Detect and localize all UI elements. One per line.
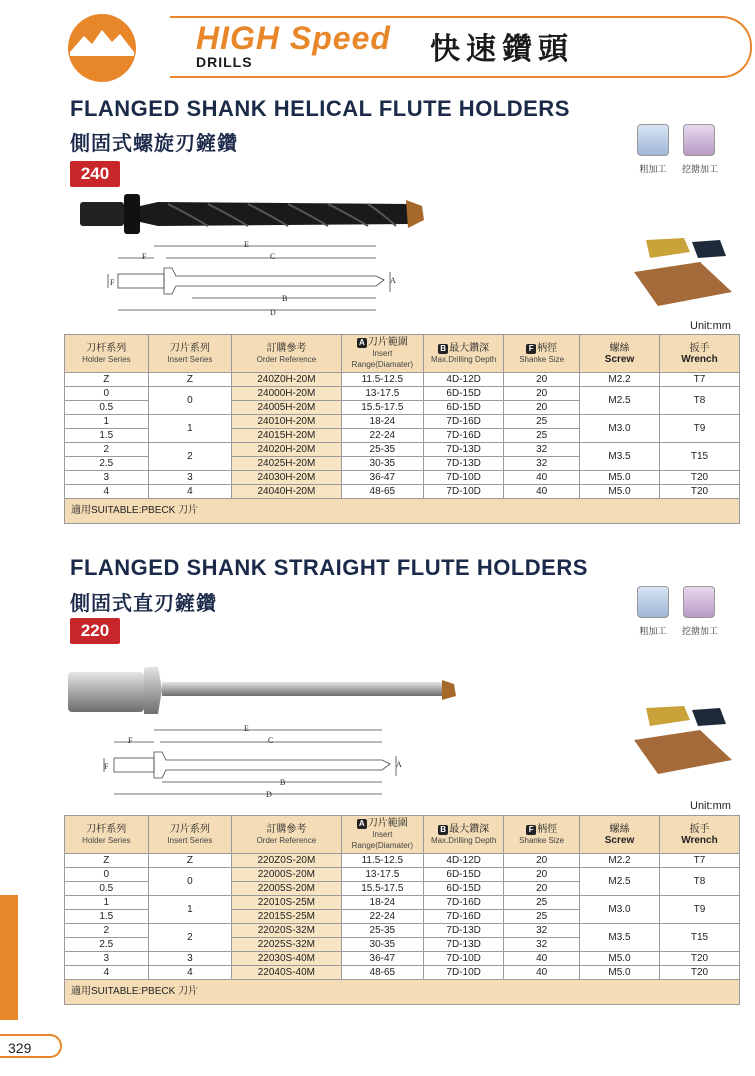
cell-wrench: T9: [659, 415, 739, 443]
cell-order-ref: 22010S-25M: [232, 896, 341, 910]
table-header-row: [65, 816, 740, 854]
cell-depth: 6D-15D: [424, 387, 504, 401]
col-label-cn: 刀片系列: [169, 342, 210, 354]
boring-item: [682, 124, 719, 175]
cell-depth: 7D-13D: [424, 924, 504, 938]
cell-holder: 3: [65, 952, 149, 966]
cell-order-ref: 220Z0S-20M: [232, 854, 341, 868]
col-label-en: Shanke Size: [519, 354, 565, 364]
cell-shank: 32: [504, 443, 580, 457]
col-label-en: Screw: [604, 834, 635, 846]
cell-shank: 32: [504, 924, 580, 938]
section2-unit: Unit:mm: [690, 800, 731, 812]
dim-label-e: E: [244, 240, 249, 249]
cell-shank: 25: [504, 910, 580, 924]
cell-insert: 3: [148, 471, 232, 485]
cell-order-ref: 22000S-20M: [232, 868, 341, 882]
cell-insert: Z: [148, 373, 232, 387]
cell-range: 36-47: [341, 471, 424, 485]
cell-insert: 1: [148, 896, 232, 924]
cell-order-ref: 22040S-40M: [232, 966, 341, 980]
cell-holder: Z: [65, 373, 149, 387]
cell-screw: M3.5: [580, 924, 660, 952]
cell-insert: 2: [148, 924, 232, 952]
cell-range: 48-65: [341, 966, 424, 980]
cell-shank: 20: [504, 387, 580, 401]
col-holder-series: [65, 335, 149, 373]
boring-icon: [683, 586, 715, 618]
cell-shank: 25: [504, 415, 580, 429]
cell-range: 30-35: [341, 457, 424, 471]
col-label-cn: 刀杆系列: [86, 823, 127, 835]
col-label-en: Max.Drilling Depth: [430, 835, 497, 845]
dim-label-c: C: [268, 736, 274, 745]
roughing-icon: [637, 586, 669, 618]
col-order-reference: [232, 816, 341, 854]
cell-order-ref: 24000H-20M: [232, 387, 341, 401]
section2-insert-image: [628, 700, 738, 780]
section2-cn-title: 側固式直刃鏟鑽: [70, 593, 217, 615]
roughing-label: 粗加工: [639, 626, 667, 636]
col-label-cn: 最大鑽深: [449, 342, 490, 354]
cell-order-ref: 22025S-32M: [232, 938, 341, 952]
cell-depth: 7D-16D: [424, 910, 504, 924]
cell-wrench: T15: [659, 443, 739, 471]
cell-holder: 0.5: [65, 401, 149, 415]
dim-label-a: A: [396, 760, 402, 769]
col-label-en: Insert Series: [167, 354, 213, 364]
straight-drill-image: [66, 660, 466, 720]
cell-holder: 1.5: [65, 910, 149, 924]
cell-depth: 7D-13D: [424, 443, 504, 457]
brand-subtitle: DRILLS: [196, 54, 253, 70]
col-label-en: Shanke Size: [519, 835, 565, 845]
cell-shank: 20: [504, 401, 580, 415]
cell-insert: 1: [148, 415, 232, 443]
section2-machining-icons: [636, 586, 719, 637]
cell-insert: 2: [148, 443, 232, 471]
col-label-en: Max.Drilling Depth: [430, 354, 497, 364]
suitable-note: 適用SUITABLE:PBECK 刀片: [65, 499, 740, 524]
cell-order-ref: 22020S-32M: [232, 924, 341, 938]
cell-range: 11.5-12.5: [341, 854, 424, 868]
cell-range: 25-35: [341, 443, 424, 457]
cell-wrench: T15: [659, 924, 739, 952]
cell-screw: M3.0: [580, 415, 660, 443]
dim-label-a: A: [390, 276, 396, 285]
cell-depth: 7D-16D: [424, 429, 504, 443]
cell-shank: 20: [504, 868, 580, 882]
col-label-en: Wrench: [681, 834, 718, 846]
roughing-icon: [637, 124, 669, 156]
cell-range: 18-24: [341, 415, 424, 429]
cell-holder: 0: [65, 387, 149, 401]
cell-order-ref: 22015S-25M: [232, 910, 341, 924]
col-insert-series: [148, 335, 232, 373]
cell-screw: M2.5: [580, 868, 660, 896]
dim-label-f-side: F: [104, 762, 109, 771]
col-label-cn: 訂購參考: [266, 342, 307, 354]
cell-range: 11.5-12.5: [341, 373, 424, 387]
cell-screw: M5.0: [580, 966, 660, 980]
col-screw: [580, 816, 660, 854]
cell-range: 13-17.5: [341, 868, 424, 882]
cell-screw: M5.0: [580, 471, 660, 485]
cell-wrench: T8: [659, 868, 739, 896]
col-label-cn: 扳手: [689, 823, 710, 835]
table-row: [65, 924, 740, 938]
cell-shank: 20: [504, 882, 580, 896]
section1-unit: Unit:mm: [690, 320, 731, 332]
brand-title: HIGH Speed: [196, 20, 391, 56]
col-insert-range: [341, 335, 424, 373]
dim-label-b: B: [282, 294, 288, 303]
cell-depth: 6D-15D: [424, 882, 504, 896]
col-shank-size: [504, 816, 580, 854]
cell-wrench: T8: [659, 387, 739, 415]
cell-range: 25-35: [341, 924, 424, 938]
cell-order-ref: 240Z0H-20M: [232, 373, 341, 387]
dim-letter-icon: B: [438, 344, 448, 354]
cell-holder: 2: [65, 924, 149, 938]
col-label-cn: 螺絲: [609, 823, 630, 835]
helical-drill-image: [78, 190, 428, 240]
col-insert-series: [148, 816, 232, 854]
section1-series-badge: 240: [70, 161, 120, 187]
cell-shank: 32: [504, 457, 580, 471]
roughing-item: [636, 124, 670, 175]
dim-letter-icon: F: [526, 344, 536, 354]
cell-depth: 4D-12D: [424, 373, 504, 387]
col-label-cn: 刀杆系列: [86, 342, 127, 354]
col-label-en: Wrench: [681, 353, 718, 365]
cell-range: 15.5-17.5: [341, 401, 424, 415]
dim-label-f: F: [142, 252, 147, 261]
table-footer-row: [65, 499, 740, 524]
cell-insert: Z: [148, 854, 232, 868]
cell-depth: 7D-13D: [424, 938, 504, 952]
col-label-cn: 扳手: [689, 342, 710, 354]
brand-chinese-title: 快速鑽頭: [430, 33, 574, 66]
cell-holder: 3: [65, 471, 149, 485]
table-row: [65, 471, 740, 485]
section2-series-badge: 220: [70, 618, 120, 644]
section2-spec-table: [64, 815, 740, 1005]
table-row: [65, 896, 740, 910]
col-holder-series: [65, 816, 149, 854]
cell-order-ref: 24030H-20M: [232, 471, 341, 485]
cell-screw: M2.2: [580, 373, 660, 387]
dim-label-d: D: [266, 790, 272, 799]
cell-holder: 1.5: [65, 429, 149, 443]
cell-screw: M2.5: [580, 387, 660, 415]
col-label-en: Holder Series: [82, 354, 131, 364]
table-row: [65, 373, 740, 387]
cell-depth: 7D-16D: [424, 896, 504, 910]
cell-order-ref: 22030S-40M: [232, 952, 341, 966]
cell-holder: 2.5: [65, 938, 149, 952]
cell-order-ref: 22005S-20M: [232, 882, 341, 896]
cell-range: 18-24: [341, 896, 424, 910]
cell-holder: 1: [65, 415, 149, 429]
col-order-reference: [232, 335, 341, 373]
col-label-en: Insert Series: [167, 835, 213, 845]
table-row: [65, 443, 740, 457]
dim-label-f: F: [128, 736, 133, 745]
cell-holder: 1: [65, 896, 149, 910]
cell-order-ref: 24010H-20M: [232, 415, 341, 429]
cell-order-ref: 24040H-20M: [232, 485, 341, 499]
dim-label-e: E: [244, 724, 249, 733]
cell-screw: M3.0: [580, 896, 660, 924]
section1-spec-table: [64, 334, 740, 524]
cell-depth: 7D-16D: [424, 415, 504, 429]
cell-wrench: T20: [659, 952, 739, 966]
roughing-item: [636, 586, 670, 637]
cell-range: 15.5-17.5: [341, 882, 424, 896]
cell-shank: 40: [504, 966, 580, 980]
section1-dimension-drawing: [104, 240, 404, 318]
cell-shank: 40: [504, 952, 580, 966]
cell-order-ref: 24015H-20M: [232, 429, 341, 443]
cell-range: 48-65: [341, 485, 424, 499]
col-insert-range: [341, 816, 424, 854]
section1-title: FLANGED SHANK HELICAL FLUTE HOLDERS: [70, 96, 570, 121]
col-label-cn: 最大鑽深: [449, 823, 490, 835]
boring-item: [682, 586, 719, 637]
cell-depth: 6D-15D: [424, 868, 504, 882]
cell-holder: 0: [65, 868, 149, 882]
cell-screw: M5.0: [580, 952, 660, 966]
cell-range: 22-24: [341, 429, 424, 443]
dim-letter-icon: B: [438, 825, 448, 835]
cell-shank: 25: [504, 429, 580, 443]
col-label-cn: 螺絲: [609, 342, 630, 354]
col-max-drilling-depth: [424, 335, 504, 373]
table-row: [65, 868, 740, 882]
cell-depth: 7D-10D: [424, 485, 504, 499]
cell-range: 13-17.5: [341, 387, 424, 401]
table-footer-row: [65, 980, 740, 1005]
section1-insert-image: [628, 232, 738, 312]
cell-wrench: T7: [659, 373, 739, 387]
cell-depth: 7D-13D: [424, 457, 504, 471]
cell-insert: 3: [148, 952, 232, 966]
cell-holder: 4: [65, 966, 149, 980]
col-max-drilling-depth: [424, 816, 504, 854]
side-tab: [0, 895, 18, 1020]
cell-shank: 40: [504, 471, 580, 485]
cell-depth: 4D-12D: [424, 854, 504, 868]
cell-shank: 40: [504, 485, 580, 499]
cell-insert: 4: [148, 966, 232, 980]
dim-label-f-side: F: [110, 278, 115, 287]
cell-depth: 7D-10D: [424, 471, 504, 485]
table-row: [65, 415, 740, 429]
col-label-en: Insert Range(Diamater): [351, 830, 413, 850]
col-label-cn: 刀片範圍: [367, 337, 408, 348]
cell-range: 36-47: [341, 952, 424, 966]
cell-holder: 2.5: [65, 457, 149, 471]
section2-title: FLANGED SHANK STRAIGHT FLUTE HOLDERS: [70, 555, 588, 580]
col-shank-size: [504, 335, 580, 373]
cell-wrench: T20: [659, 966, 739, 980]
table-row: [65, 485, 740, 499]
boring-label: 挖搪加工: [682, 626, 719, 636]
col-label-cn: 刀片系列: [169, 823, 210, 835]
boring-icon: [683, 124, 715, 156]
table-row: [65, 966, 740, 980]
cell-order-ref: 24020H-20M: [232, 443, 341, 457]
cell-depth: 7D-10D: [424, 966, 504, 980]
cell-shank: 25: [504, 896, 580, 910]
dim-letter-icon: A: [357, 338, 367, 348]
table-row: [65, 854, 740, 868]
cell-screw: M3.5: [580, 443, 660, 471]
section1-machining-icons: [636, 124, 719, 175]
cell-insert: 0: [148, 387, 232, 415]
cell-insert: 0: [148, 868, 232, 896]
dim-letter-icon: F: [526, 825, 536, 835]
table-row: [65, 387, 740, 401]
col-label-en: Insert Range(Diamater): [351, 349, 414, 369]
roughing-label: 粗加工: [639, 164, 667, 174]
col-label-cn: 刀片範圍: [367, 818, 408, 829]
col-label-cn: 柄徑: [537, 342, 558, 354]
col-label-en: Order Reference: [256, 835, 317, 845]
table-row: [65, 952, 740, 966]
boring-label: 挖搪加工: [682, 164, 719, 174]
cell-screw: M2.2: [580, 854, 660, 868]
cell-holder: 0.5: [65, 882, 149, 896]
dim-label-c: C: [270, 252, 276, 261]
col-label-en: Screw: [604, 353, 635, 365]
cell-depth: 7D-10D: [424, 952, 504, 966]
cell-wrench: T9: [659, 896, 739, 924]
cell-wrench: T20: [659, 471, 739, 485]
cell-holder: 2: [65, 443, 149, 457]
page-number: 329: [0, 1034, 62, 1058]
dim-label-b: B: [280, 778, 286, 787]
col-wrench: [659, 816, 739, 854]
col-wrench: [659, 335, 739, 373]
col-label-en: Holder Series: [82, 835, 131, 845]
col-screw: [580, 335, 660, 373]
cell-holder: 4: [65, 485, 149, 499]
cell-wrench: T7: [659, 854, 739, 868]
cell-wrench: T20: [659, 485, 739, 499]
company-logo: [66, 12, 138, 84]
suitable-note: 適用SUITABLE:PBECK 刀片: [65, 980, 740, 1005]
cell-order-ref: 24005H-20M: [232, 401, 341, 415]
section1-cn-title: 側固式螺旋刃鏟鑽: [70, 133, 238, 155]
cell-depth: 6D-15D: [424, 401, 504, 415]
col-label-en: Order Reference: [256, 354, 317, 364]
cell-shank: 20: [504, 854, 580, 868]
cell-range: 30-35: [341, 938, 424, 952]
dim-label-d: D: [270, 308, 276, 317]
col-label-cn: 柄徑: [537, 823, 558, 835]
cell-order-ref: 24025H-20M: [232, 457, 341, 471]
table-header-row: [65, 335, 740, 373]
cell-insert: 4: [148, 485, 232, 499]
cell-holder: Z: [65, 854, 149, 868]
cell-shank: 20: [504, 373, 580, 387]
col-label-cn: 訂購參考: [266, 823, 307, 835]
dim-letter-icon: A: [357, 819, 367, 829]
cell-shank: 32: [504, 938, 580, 952]
cell-screw: M5.0: [580, 485, 660, 499]
cell-range: 22-24: [341, 910, 424, 924]
section2-dimension-drawing: [100, 724, 410, 802]
